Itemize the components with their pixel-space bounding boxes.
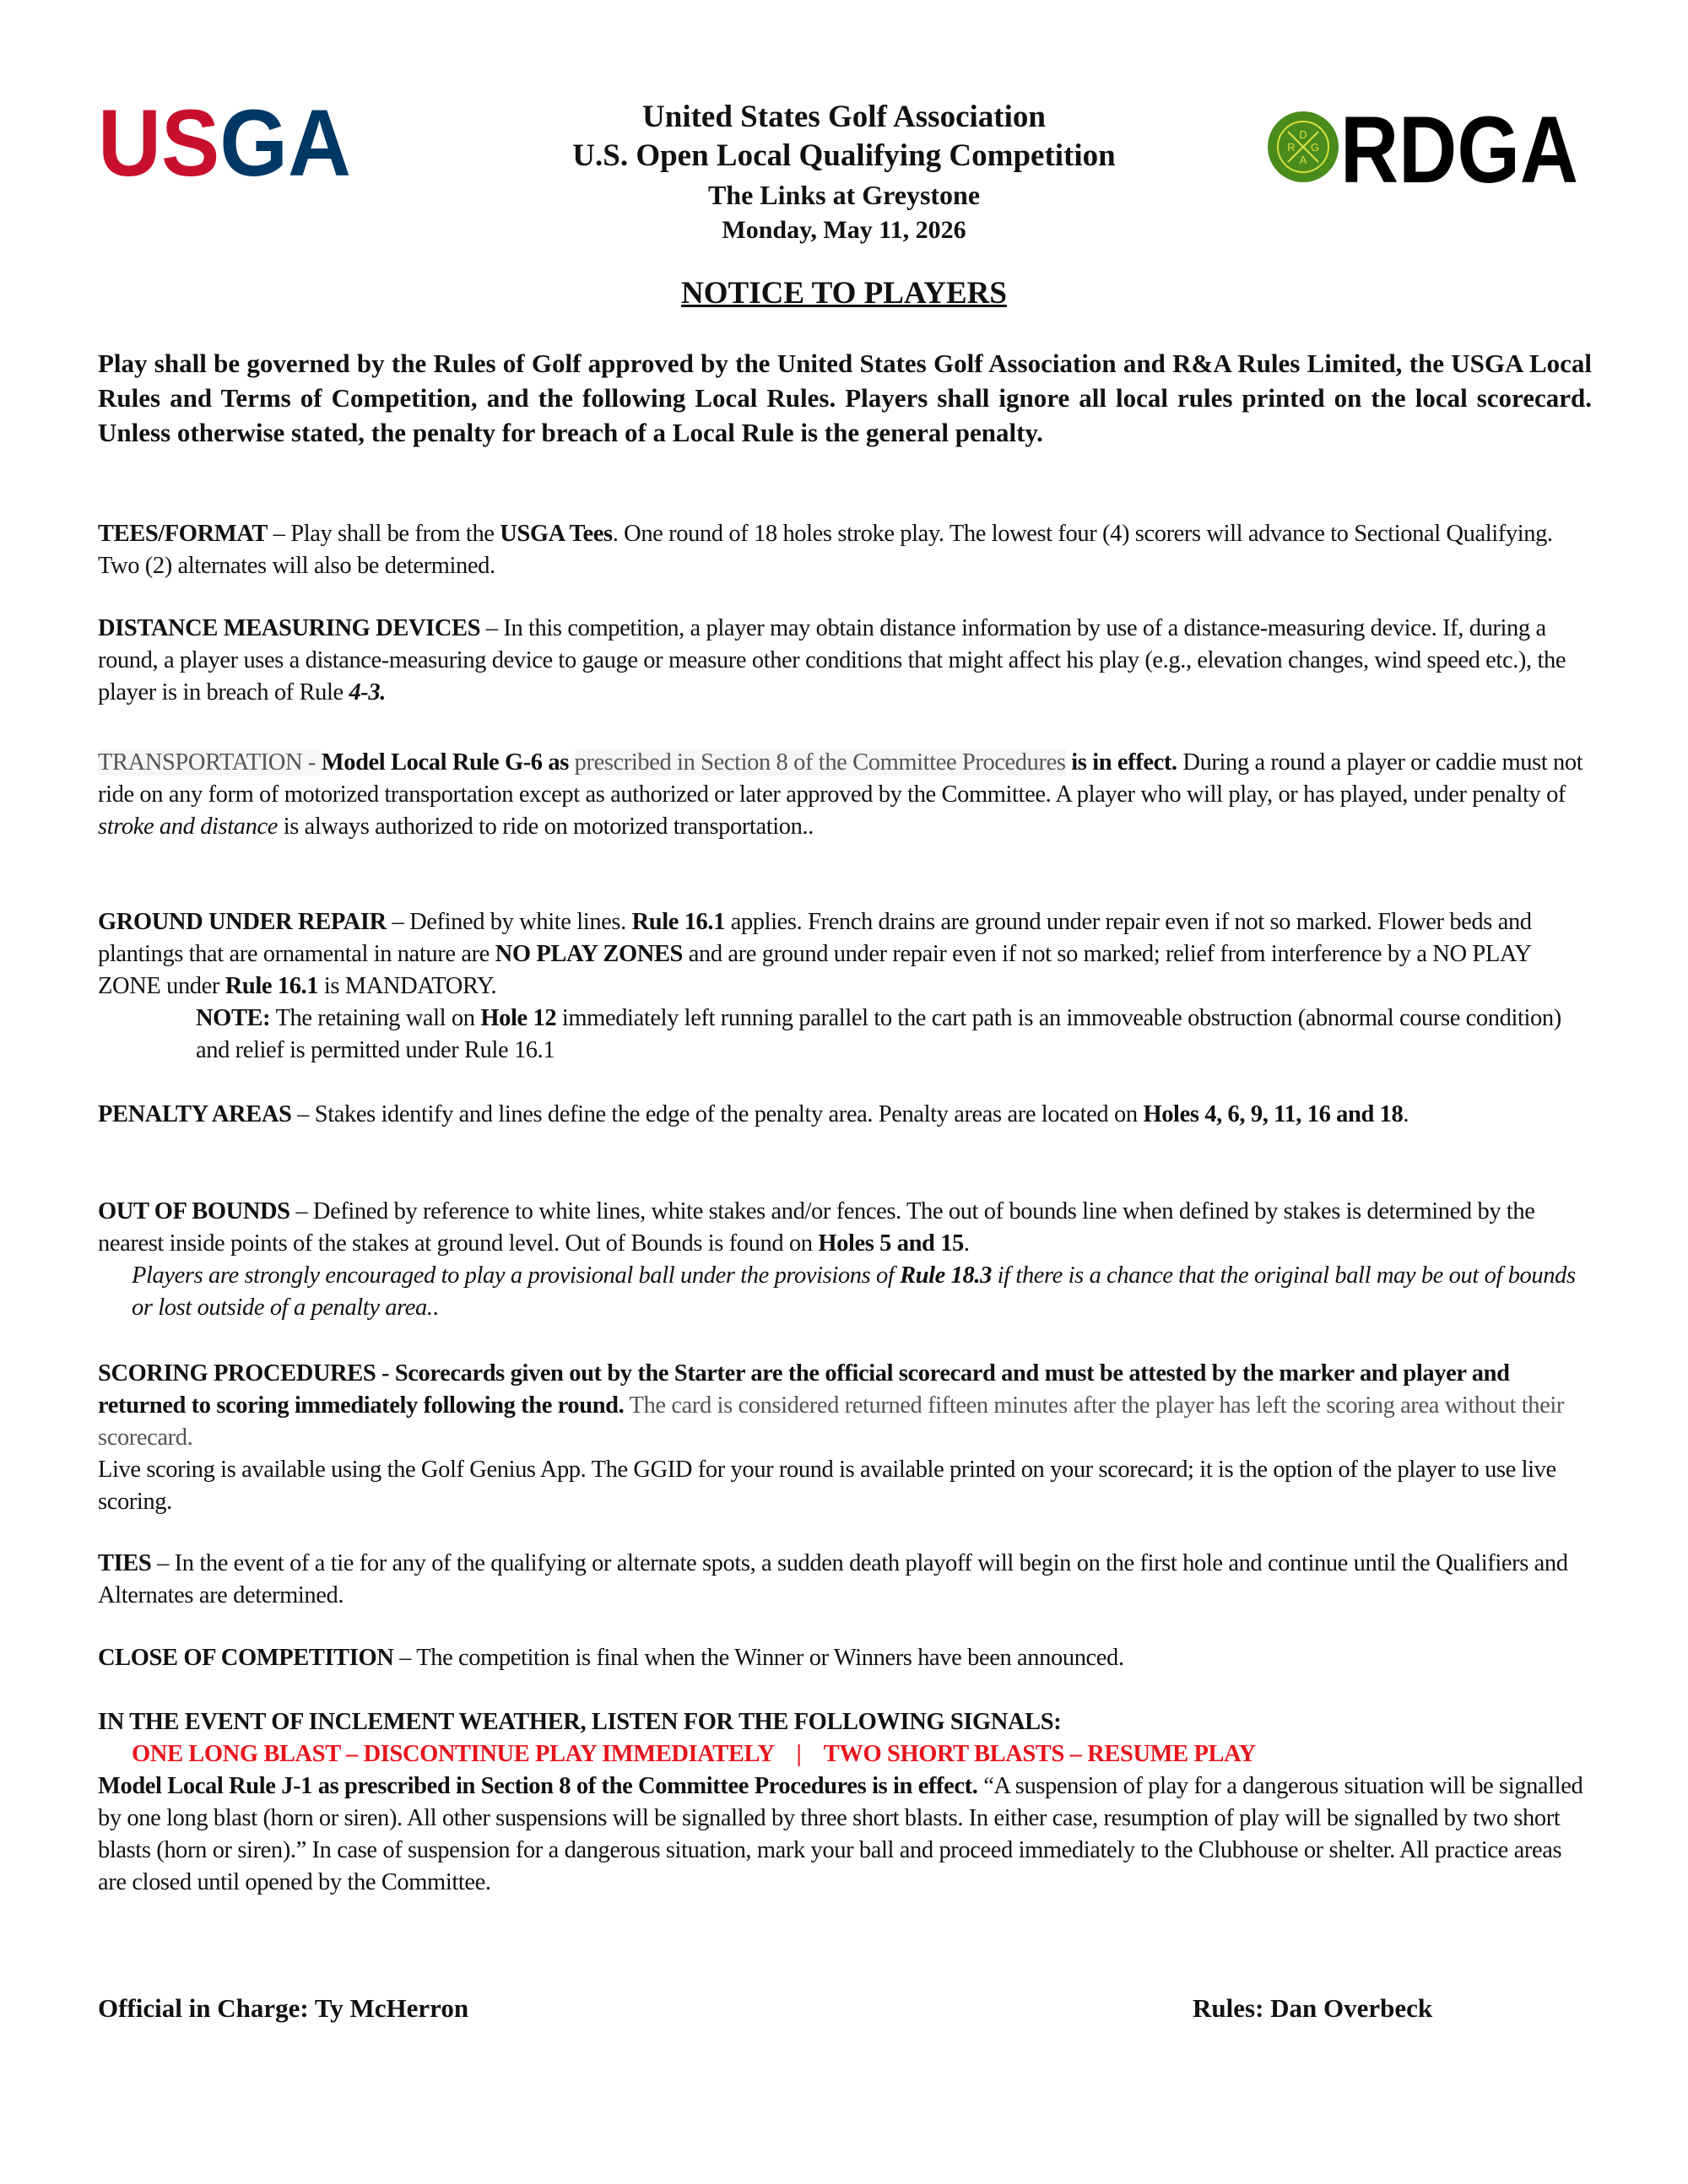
section-scoring-procedures xyxy=(98,1358,1592,1518)
text-run: applies. French drains are ground under repair even if not so marked. Flower beds and plantings that are ornamental in nature are xyxy=(98,909,1532,967)
paragraph-line xyxy=(98,1454,1592,1518)
emphasis-text: Holes 4, 6, 9, 11, 16 and 18 xyxy=(1143,1101,1404,1127)
section-ground-under-repair xyxy=(98,906,1592,1067)
section-penalty-areas xyxy=(98,1099,1592,1131)
emphasis-text: Rule 16.1 xyxy=(631,909,725,935)
emphasis-text: 4-3. xyxy=(349,679,386,705)
emphasis-text: IN THE EVENT OF INCLEMENT WEATHER, LISTEN FOR THE FOLLOWING SIGNALS: xyxy=(98,1709,1062,1735)
paragraph-line xyxy=(98,747,1592,843)
page-title: NOTICE TO PLAYERS xyxy=(681,276,1007,311)
text-run: Live scoring is available using the Golf Genius App. The GGID for your round is available printed on your scorecard; it is the option of the player to use live scoring. xyxy=(98,1457,1556,1515)
emphasis-text: SCORING PROCEDURES - Scorecards given out by the Starter are the official scorecard and must be attested by the marker and player and returned to scoring immediately following the round. xyxy=(98,1360,1510,1419)
section-out-of-bounds xyxy=(98,1196,1592,1324)
emphasis-text: NO PLAY ZONES xyxy=(495,941,683,967)
svg-text:D: D xyxy=(1299,128,1307,141)
text-run: – Defined by reference to white lines, white stakes and/or fences. The out of bounds line when defined by stakes is determined by the nearest inside points of the stakes at ground level. Out of Bounds is found on xyxy=(98,1198,1535,1257)
text-run: Players are strongly encouraged to play a provisional ball under the provisions of xyxy=(132,1262,901,1289)
text-run: stroke and distance xyxy=(98,814,278,840)
usga-logo xyxy=(98,90,362,196)
text-run: immediately left running parallel to the cart path is an immoveable obstruction (abnormal course condition) and relief is permitted under Rule 16.1 xyxy=(196,1005,1561,1063)
emphasis-text: USGA Tees xyxy=(500,521,613,547)
text-run: . xyxy=(432,1295,439,1321)
paragraph-line xyxy=(98,1738,1592,1770)
svg-text:G: G xyxy=(1310,141,1320,154)
text-run: is always authorized to ride on motorized transportation.. xyxy=(277,814,814,840)
emphasis-text: Rule 18.3 xyxy=(900,1262,992,1289)
paragraph-line xyxy=(98,1642,1592,1674)
section-ties xyxy=(98,1548,1592,1612)
text-run: The card is considered returned fifteen minutes after the player has left the scoring area without their scorecard. xyxy=(98,1392,1564,1451)
official-in-charge: Official in Charge: Ty McHerron xyxy=(98,1993,469,2023)
venue-name: The Links at Greystone xyxy=(707,180,981,210)
svg-text:RDGA: RDGA xyxy=(1340,97,1578,203)
paragraph-line xyxy=(98,1260,1592,1324)
emphasis-text: OUT OF BOUNDS xyxy=(98,1198,290,1224)
emphasis-text: Hole 12 xyxy=(480,1005,557,1031)
svg-text:A: A xyxy=(1299,154,1307,166)
section-distance-measuring-devices xyxy=(98,613,1592,709)
section-close-of-competition xyxy=(98,1642,1592,1674)
section-tees-format xyxy=(98,518,1592,582)
paragraph-line xyxy=(98,906,1592,1003)
text-run: The retaining wall on xyxy=(270,1005,481,1031)
emphasis-text: PENALTY AREAS xyxy=(98,1101,292,1127)
section-inclement-weather xyxy=(98,1706,1592,1899)
competition-name: U.S. Open Local Qualifying Competition xyxy=(572,138,1116,173)
emphasis-text: DISTANCE MEASURING DEVICES xyxy=(98,615,481,641)
svg-text:R: R xyxy=(1287,141,1296,154)
emphasis-text: Rule 16.1 xyxy=(225,973,319,999)
text-run: During a round a player or caddie must not ride on any form of motorized transportation except as authorized or later approved by the Committee. A player who will play, or has played, under penalty of xyxy=(98,749,1583,808)
paragraph-line xyxy=(98,1358,1592,1454)
paragraph-line xyxy=(98,1706,1592,1738)
text-run: . xyxy=(963,1230,970,1257)
text-run: – In this competition, a player may obtain distance information by use of a distance-measuring device. If, during a round, a player uses a distance-measuring device to gauge or measure other conditions that might affect his play (e.g., elevation changes, wind speed etc.), the player is in breach of Rule xyxy=(98,615,1566,705)
rules-official: Rules: Dan Overbeck xyxy=(1193,1993,1433,2023)
text-run: if there is a chance that the original ball may be out of bounds or lost outside of a penalty area. xyxy=(132,1262,1576,1321)
paragraph-line xyxy=(98,1548,1592,1612)
emphasis-text: Holes 5 and 15 xyxy=(818,1230,964,1257)
emphasis-text: Model Local Rule J-1 as prescribed in Section 8 of the Committee Procedures is in effect. xyxy=(98,1773,978,1799)
text-run: . xyxy=(1403,1101,1409,1127)
emphasis-text: CLOSE OF COMPETITION xyxy=(98,1645,394,1671)
emphasis-text: is in effect. xyxy=(1065,749,1177,776)
text-run: – Defined by white lines. xyxy=(386,909,632,935)
association-name: United States Golf Association xyxy=(642,100,1046,134)
paragraph-line xyxy=(98,1003,1592,1067)
paragraph-line xyxy=(98,1770,1592,1899)
paragraph-line xyxy=(98,518,1592,582)
paragraph-line xyxy=(98,613,1592,709)
event-date: Monday, May 11, 2026 xyxy=(722,216,966,244)
emphasis-text: GROUND UNDER REPAIR xyxy=(98,909,387,935)
text-run: prescribed in Section 8 of the Committee Procedures xyxy=(574,749,1066,776)
emphasis-text: NOTE: xyxy=(196,1005,271,1031)
text-run: “A suspension of play for a dangerous situation will be signalled by one long blast (horn or siren). All other suspensions will be signalled by three short blasts. In either case, resumption of play will be signalled by two short blasts (horn or siren).” In case of suspension for a dangerous situation, mark your ball and proceed immediately to the Clubhouse or shelter. All practice areas are closed until opened by the Committee. xyxy=(98,1773,1583,1895)
rdga-logo xyxy=(1266,97,1578,203)
text-run: – Play shall be from the xyxy=(267,521,500,547)
text-run: is MANDATORY. xyxy=(318,973,497,999)
intro-paragraph: Play shall be governed by the Rules of Golf approved by the United States Golf Association and R&A Rules Limited, the USGA Local Rules and Terms of Competition, and the following Local Rules. Players shall ignore all local rules printed on the local scorecard. Unless otherwise stated, the penalty for breach of a Local Rule is the general penalty. xyxy=(98,349,1592,447)
emphasis-text: TEES/FORMAT xyxy=(98,521,268,547)
emphasis-text: TIES xyxy=(98,1550,152,1576)
svg-text:USGA: USGA xyxy=(98,90,362,196)
text-run: – In the event of a tie for any of the qualifying or alternate spots, a sudden death playoff will begin on the first hole and continue until the Qualifiers and Alternates are determined. xyxy=(98,1550,1568,1608)
text-run: ONE LONG BLAST – DISCONTINUE PLAY IMMEDIATELY | TWO SHORT BLASTS – RESUME PLAY xyxy=(132,1741,1256,1767)
text-run: – The competition is final when the Winner or Winners have been announced. xyxy=(393,1645,1124,1671)
text-run: . One round of 18 holes stroke play. The lowest four (4) scorers will advance to Sectional Qualifying. Two (2) alternates will also be determined. xyxy=(98,521,1553,579)
text-run: – Stakes identify and lines define the edge of the penalty area. Penalty areas are located on xyxy=(291,1101,1144,1127)
text-run: and are ground under repair even if not so marked; relief from interference by a NO PLAY ZONE under xyxy=(98,941,1531,999)
paragraph-line xyxy=(98,1196,1592,1260)
section-transportation xyxy=(98,747,1592,843)
paragraph-line xyxy=(98,1099,1592,1131)
emphasis-text: Model Local Rule G-6 as xyxy=(321,749,575,776)
text-run: TRANSPORTATION - xyxy=(98,749,322,776)
